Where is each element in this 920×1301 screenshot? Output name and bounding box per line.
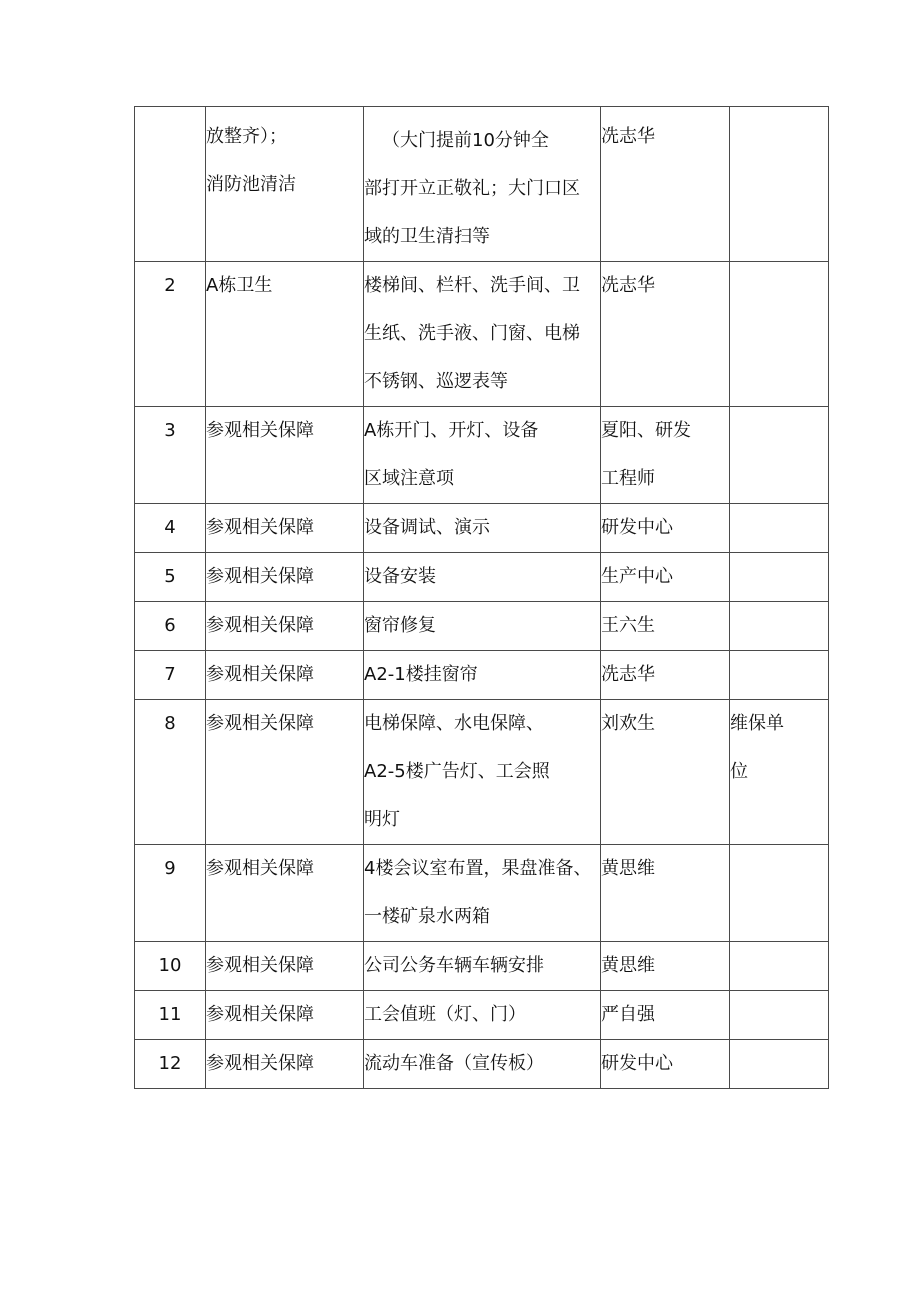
cell-number [135, 107, 206, 262]
cell-content-line: 4楼会议室布置，果盘准备、 [364, 858, 592, 879]
table-row [135, 651, 829, 700]
cell-item [206, 553, 364, 602]
table-row [135, 1040, 829, 1089]
cell-number-text: 10 [158, 955, 182, 976]
table-row [135, 504, 829, 553]
cell-note [730, 991, 829, 1040]
cell-person [601, 991, 730, 1040]
cell-item-line: 参观相关保障 [206, 1004, 314, 1025]
cell-person [601, 407, 730, 504]
cell-number-text: 6 [164, 615, 176, 636]
cell-content [364, 553, 601, 602]
cell-content-line: 窗帘修复 [364, 615, 436, 636]
cell-number-text: 8 [164, 713, 176, 734]
cell-item [206, 602, 364, 651]
cell-person-line: 冼志华 [601, 126, 655, 147]
cell-content-line: 区域注意项 [364, 468, 454, 489]
cell-item [206, 262, 364, 407]
cell-content [364, 1040, 601, 1089]
cell-item-line: 参观相关保障 [206, 664, 314, 685]
cell-person-line: 刘欢生 [601, 713, 655, 734]
cell-number [135, 942, 206, 991]
cell-item-line: 消防池清洁 [206, 174, 296, 195]
table-row [135, 942, 829, 991]
cell-content [364, 845, 601, 942]
cell-note [730, 651, 829, 700]
cell-item [206, 991, 364, 1040]
cell-item [206, 845, 364, 942]
cell-content [364, 407, 601, 504]
cell-number [135, 1040, 206, 1089]
cell-note [730, 602, 829, 651]
cell-item-line: 参观相关保障 [206, 955, 314, 976]
cell-number [135, 991, 206, 1040]
cell-content-line: 部打开立正敬礼；大门口区 [364, 178, 580, 199]
cell-content-line: 工会值班（灯、门） [364, 1004, 526, 1025]
cell-item-line: 参观相关保障 [206, 1053, 314, 1074]
cell-item [206, 407, 364, 504]
cell-note [730, 845, 829, 942]
cell-person [601, 1040, 730, 1089]
table-row [135, 553, 829, 602]
cell-person [601, 942, 730, 991]
cell-person-line: 冼志华 [601, 664, 655, 685]
cell-content-line: 设备调试、演示 [364, 517, 490, 538]
cell-person [601, 553, 730, 602]
cell-note [730, 1040, 829, 1089]
cell-content-line: 公司公务车辆车辆安排 [364, 955, 544, 976]
cell-number-text: 9 [164, 858, 176, 879]
cell-person-line: 冼志华 [601, 275, 655, 296]
cell-person [601, 107, 730, 262]
cell-item-line: 放整齐）； [206, 126, 287, 147]
cell-item-line: 参观相关保障 [206, 420, 314, 441]
cell-person [601, 700, 730, 845]
table-row [135, 262, 829, 407]
cell-content-line: 不锈钢、巡逻表等 [364, 371, 508, 392]
cell-number-text: 4 [164, 517, 176, 538]
cell-person-line: 工程师 [601, 468, 655, 489]
cell-person [601, 602, 730, 651]
cell-number [135, 262, 206, 407]
table-row [135, 602, 829, 651]
cell-content [364, 700, 601, 845]
cell-person [601, 262, 730, 407]
cell-item-line: 参观相关保障 [206, 615, 314, 636]
cell-person-line: 生产中心 [601, 566, 673, 587]
cell-note [730, 407, 829, 504]
cell-number-text: 7 [164, 664, 176, 685]
cell-content-line: 楼梯间、栏杆、洗手间、卫 [364, 275, 580, 296]
cell-person-line: 研发中心 [601, 517, 673, 538]
schedule-table [134, 106, 829, 1089]
cell-person-line: 研发中心 [601, 1053, 673, 1074]
cell-number [135, 407, 206, 504]
cell-item-line: 参观相关保障 [206, 566, 314, 587]
cell-number-text: 12 [158, 1053, 182, 1074]
cell-item-line: 参观相关保障 [206, 713, 314, 734]
cell-note [730, 107, 829, 262]
cell-number-text: 11 [158, 1004, 182, 1025]
cell-number [135, 504, 206, 553]
cell-item-line: 参观相关保障 [206, 517, 314, 538]
cell-content-line: 生纸、洗手液、门窗、电梯 [364, 323, 580, 344]
cell-note [730, 942, 829, 991]
cell-content [364, 942, 601, 991]
table-row [135, 407, 829, 504]
cell-person-line: 王六生 [601, 615, 655, 636]
cell-person [601, 504, 730, 553]
schedule-table-body [135, 107, 829, 1089]
cell-note-line: 位 [730, 761, 748, 782]
cell-content [364, 504, 601, 553]
cell-content [364, 262, 601, 407]
cell-item [206, 651, 364, 700]
table-row [135, 845, 829, 942]
cell-person-line: 严自强 [601, 1004, 655, 1025]
cell-content-line: A2-5楼广告灯、工会照 [364, 761, 550, 782]
cell-content-line: 域的卫生清扫等 [364, 226, 490, 247]
cell-note-line: 维保单 [730, 713, 784, 734]
cell-item-line: A栋卫生 [206, 275, 273, 296]
cell-content-line: 设备安装 [364, 566, 436, 587]
cell-number-text: 3 [164, 420, 176, 441]
table-row [135, 991, 829, 1040]
cell-number-text: 5 [164, 566, 176, 587]
cell-content [364, 107, 601, 262]
cell-item [206, 700, 364, 845]
cell-content [364, 602, 601, 651]
cell-person-line: 黄思维 [601, 858, 655, 879]
cell-note [730, 700, 829, 845]
cell-content-line: （大门提前10分钟全 [382, 130, 549, 151]
cell-person-line: 夏阳、研发 [601, 420, 691, 441]
cell-number [135, 651, 206, 700]
cell-number [135, 602, 206, 651]
cell-note [730, 262, 829, 407]
cell-number-text: 2 [164, 275, 176, 296]
cell-item [206, 107, 364, 262]
cell-item [206, 504, 364, 553]
cell-number [135, 845, 206, 942]
cell-person-line: 黄思维 [601, 955, 655, 976]
cell-number [135, 700, 206, 845]
cell-content-line: 明灯 [364, 809, 400, 830]
cell-content [364, 991, 601, 1040]
cell-content [364, 651, 601, 700]
cell-note [730, 553, 829, 602]
cell-person [601, 845, 730, 942]
cell-content-line: 一楼矿泉水两箱 [364, 906, 490, 927]
cell-content-line: 流动车准备（宣传板） [364, 1053, 544, 1074]
cell-number [135, 553, 206, 602]
cell-content-line: A栋开门、开灯、设备 [364, 420, 539, 441]
cell-person [601, 651, 730, 700]
table-row [135, 700, 829, 845]
cell-content-line: A2-1楼挂窗帘 [364, 664, 478, 685]
cell-item-line: 参观相关保障 [206, 858, 314, 879]
cell-note [730, 504, 829, 553]
cell-item [206, 942, 364, 991]
table-row [135, 107, 829, 262]
cell-content-line: 电梯保障、水电保障、 [364, 713, 544, 734]
cell-item [206, 1040, 364, 1089]
